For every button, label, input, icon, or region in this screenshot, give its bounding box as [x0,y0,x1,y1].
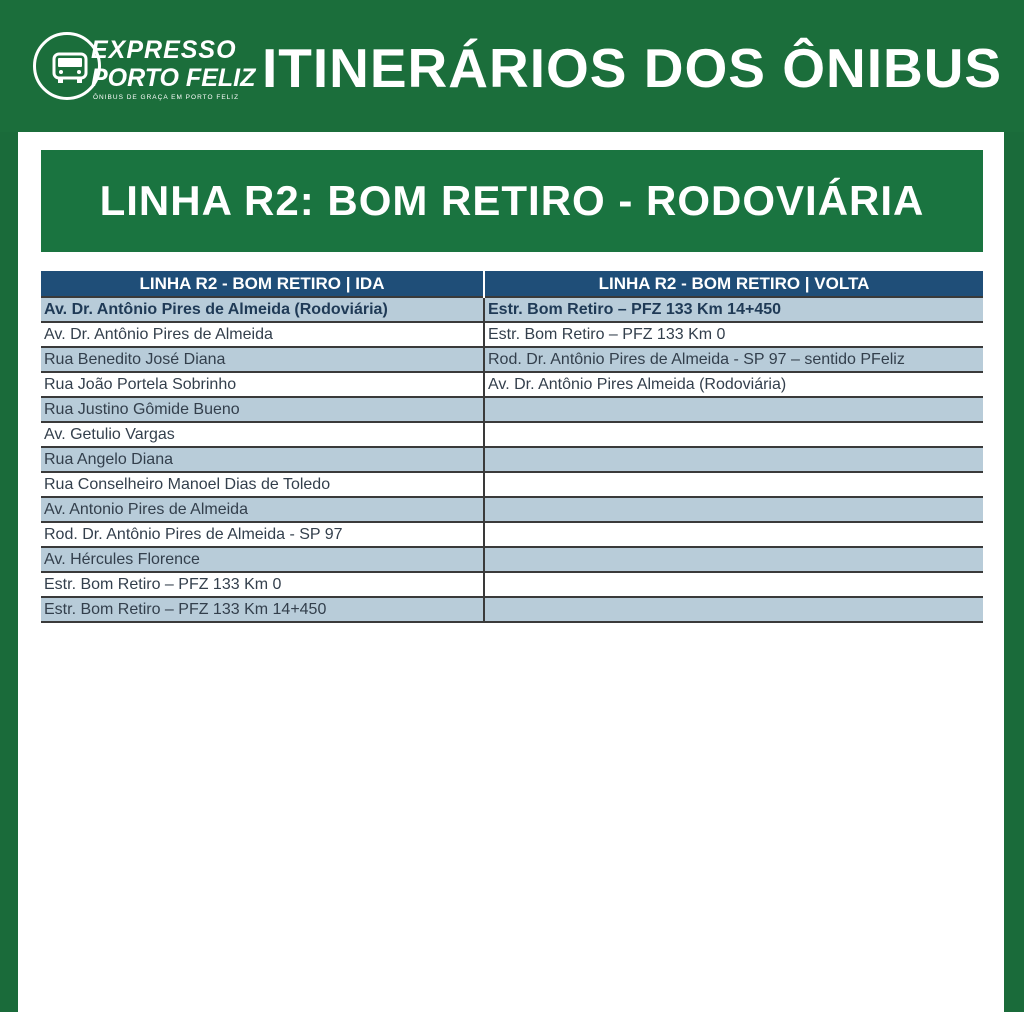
volta-cell [484,497,983,522]
ida-cell: Rua Conselheiro Manoel Dias de Toledo [41,472,484,497]
content-panel [18,132,1004,1012]
ida-cell: Rod. Dr. Antônio Pires de Almeida - SP 97 [41,522,484,547]
column-header-ida: LINHA R2 - BOM RETIRO | IDA [41,271,484,297]
ida-cell: Av. Hércules Florence [41,547,484,572]
ida-cell: Av. Getulio Vargas [41,422,484,447]
volta-cell [484,397,983,422]
table-row [41,322,983,347]
ida-cell: Av. Antonio Pires de Almeida [41,497,484,522]
volta-cell [484,597,983,622]
volta-cell [484,547,983,572]
table-row [41,522,983,547]
ida-cell: Rua Justino Gômide Bueno [41,397,484,422]
table-row [41,297,983,322]
expresso-porto-feliz-logo [33,30,256,110]
ida-cell: Rua João Portela Sobrinho [41,372,484,397]
table-row [41,497,983,522]
ida-cell: Estr. Bom Retiro – PFZ 133 Km 0 [41,572,484,597]
volta-cell [484,422,983,447]
table-row [41,397,983,422]
ida-cell: Rua Benedito José Diana [41,347,484,372]
logo-text-porto-feliz: PORTO FELIZ [91,64,256,92]
table-row [41,372,983,397]
ida-cell: Av. Dr. Antônio Pires de Almeida (Rodoviária) [41,297,484,322]
logo-text-expresso: EXPRESSO [91,36,237,64]
table-row [41,422,983,447]
table-row [41,447,983,472]
volta-cell: Estr. Bom Retiro – PFZ 133 Km 14+450 [484,297,983,322]
page-title: ITINERÁRIOS DOS ÔNIBUS [262,37,1003,99]
volta-cell [484,447,983,472]
route-banner [41,150,983,252]
route-title: LINHA R2: BOM RETIRO - RODOVIÁRIA [99,177,925,224]
column-header-volta: LINHA R2 - BOM RETIRO | VOLTA [484,271,983,297]
ida-cell: Av. Dr. Antônio Pires de Almeida [41,322,484,347]
volta-cell [484,572,983,597]
volta-cell: Estr. Bom Retiro – PFZ 133 Km 0 [484,322,983,347]
table-row [41,472,983,497]
ida-cell: Rua Angelo Diana [41,447,484,472]
header-bar [0,0,1024,132]
volta-cell: Rod. Dr. Antônio Pires de Almeida - SP 97 – sentido PFeliz [484,347,983,372]
ida-cell: Estr. Bom Retiro – PFZ 133 Km 14+450 [41,597,484,622]
table-row [41,597,983,622]
table-header-row [41,271,983,297]
logo-tagline: ÔNIBUS DE GRAÇA EM PORTO FELIZ [93,94,240,101]
table-row [41,547,983,572]
itinerary-table [41,271,983,623]
volta-cell: Av. Dr. Antônio Pires Almeida (Rodoviária) [484,372,983,397]
volta-cell [484,472,983,497]
table-row [41,572,983,597]
volta-cell [484,522,983,547]
table-row [41,347,983,372]
bus-icon [50,52,90,86]
